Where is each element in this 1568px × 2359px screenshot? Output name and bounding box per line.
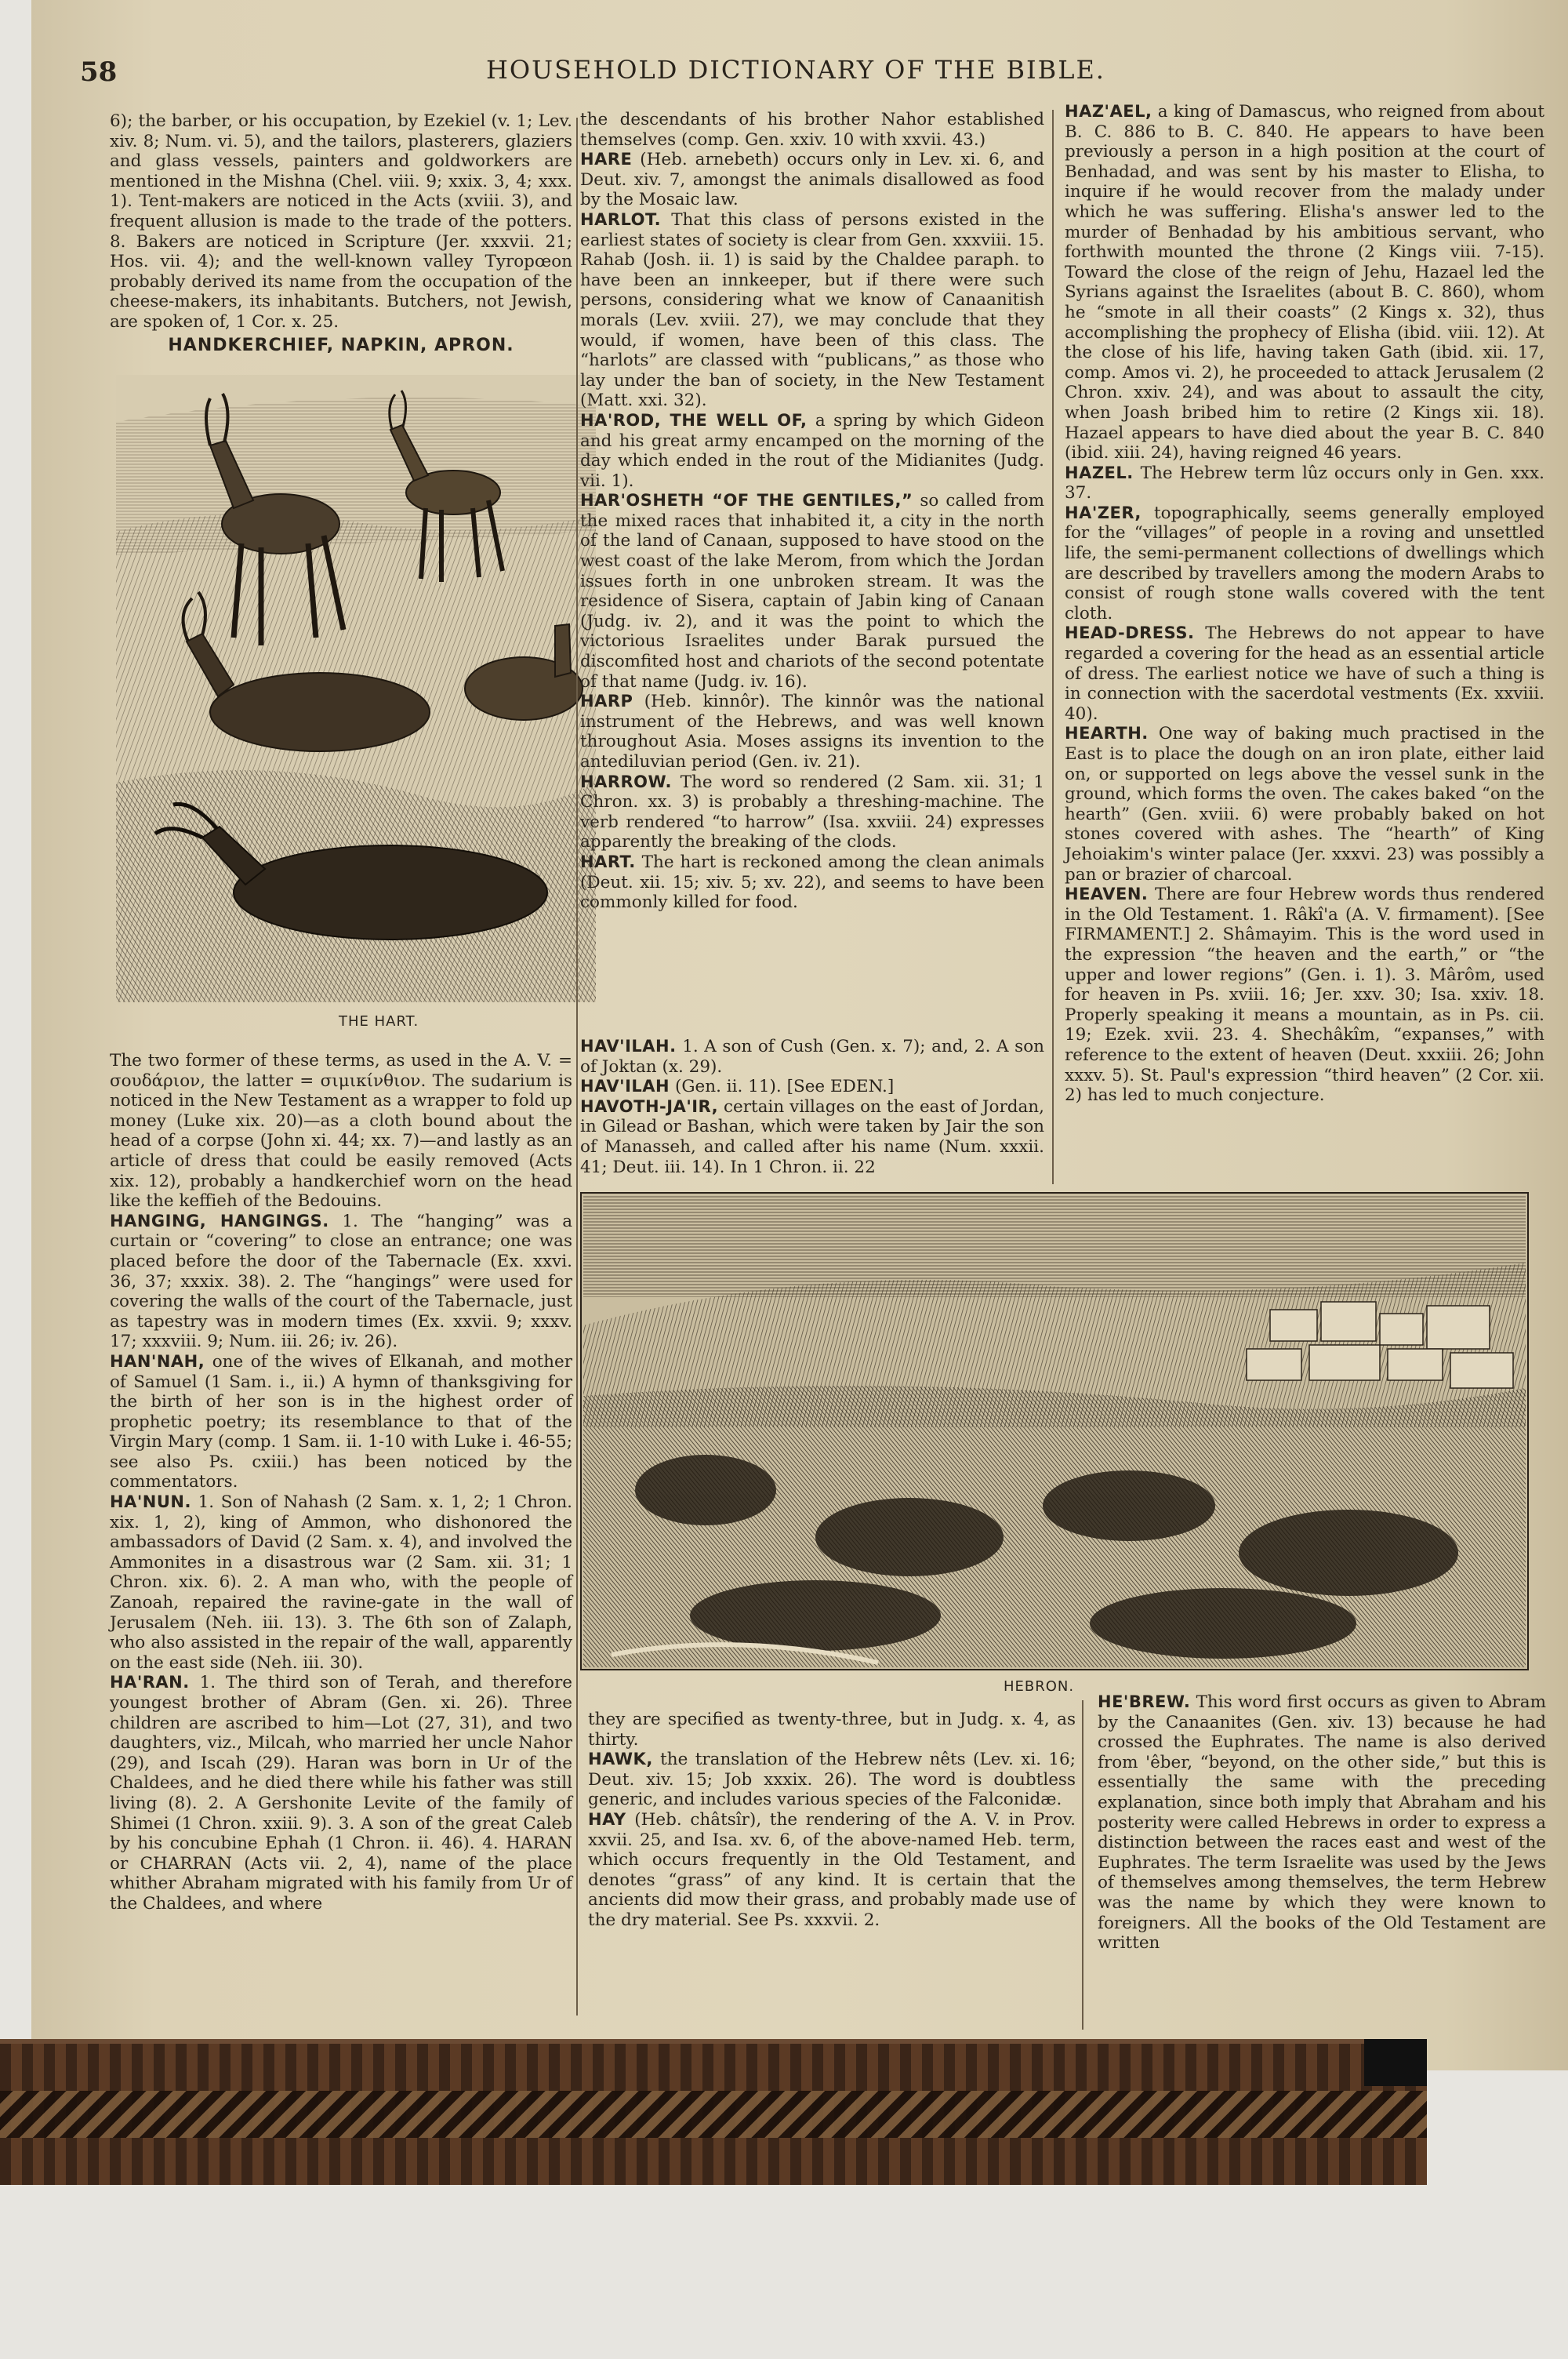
entry-hannah <box>110 1352 572 1492</box>
entry-hebrew <box>1098 1692 1546 1954</box>
hart-caption: THE HART. <box>339 1013 419 1030</box>
entry-hearth <box>1065 724 1544 885</box>
entry-hawk <box>588 1750 1076 1810</box>
entry-text: the descendants of his brother Nahor established themselves (comp. Gen. xxiv. 10 with xxvii. 43.) <box>580 110 1044 150</box>
entry-hazel <box>1065 463 1544 503</box>
entry-harlot <box>580 210 1044 411</box>
entry-text: 1. Son of Nahash (2 Sam. x. 1, 2; 1 Chron. xix. 1, 2), king of Ammon, who dishonored the ambassadors of David (2 Sam. x. 4), and involved the Ammonites in a disastrous war (2 Sam. xii. 31; 1 Chron. xix. 6). 2. A man who, with the people of Zanoah, repaired the ravine-gate in the wall of Jerusalem (Neh. iii. 13). 3. The 6th son of Zalaph, who also assisted in the repair of the wall, apparently on the east side (Neh. iii. 30). <box>110 1492 572 1673</box>
column-2-bottom <box>588 1710 1076 1931</box>
entry-harp <box>580 692 1044 772</box>
entry-text: That this class of persons existed in the earliest states of society is clear from Gen. xxxviii. 15. Rahab (Josh. ii. 1) is said by the Chaldee paraph. to have been an innkeeper, but if there were such persons, considering what we know of Canaanitish morals (Lev. xviii. 27), we may conclude that they would, if women, have been of this class. The “harlots” are classed with “publicans,” as those who lay under the ban of society, in the New Testament (Matt. xxi. 32). <box>580 209 1044 411</box>
column-1-top <box>110 111 572 355</box>
entry-headword: HEAD-DRESS. <box>1065 623 1195 643</box>
entry-head-dress <box>1065 623 1544 724</box>
entry-text: a spring by which Gideon and his great army encamped on the morning of the day which ended in the rout of the Midianites (Judg. vii. 1). <box>580 410 1044 491</box>
entry-hare <box>580 150 1044 210</box>
book-page <box>31 0 1568 2070</box>
entry-headword: HAZ'AEL, <box>1065 102 1152 121</box>
entry-text: the translation of the Hebrew nêts (Lev. xi. 16; Deut. xiv. 15; Job xxxix. 26). The word is doubtless generic, and includes various species of the Falconidæ. <box>588 1750 1076 1810</box>
entry-heaven <box>1065 885 1544 1106</box>
column-1-bottom <box>110 1051 572 1914</box>
entry-headword: HA'RAN. <box>110 1673 190 1692</box>
entry-text: (Heb. arnebeth) occurs only in Lev. xi. 6, and Deut. xiv. 7, amongst the animals disallowed as food by the Mosaic law. <box>580 150 1044 210</box>
entry-text: (Heb. kinnôr). The kinnôr was the national instrument of the Hebrews, and was well known throughout Asia. Moses assigns its invention to the antediluvian period (Gen. iv. 21). <box>580 692 1044 772</box>
entry-headword: HAWK, <box>588 1750 653 1769</box>
column-divider <box>1082 1700 1083 2030</box>
entry-text: The Hebrew term lûz occurs only in Gen. xxx. 37. <box>1065 463 1544 503</box>
column-3-bottom <box>1098 1692 1546 1954</box>
entry-text: The word so rendered (2 Sam. xii. 31; 1 Chron. xx. 3) is probably a threshing-machine. The verb rendered “to harrow” (Isa. xxviii. 24) expresses apparently the breaking of the clods. <box>580 772 1044 852</box>
entry-headword: HEARTH. <box>1065 724 1149 743</box>
entry-text: so called from the mixed races that inhabited it, a city in the north of the land of Canaan, supposed to have stood on the west coast of the lake Merom, from which the Jordan issues forth in one unbroken stream. It was the residence of Sisera, captain of Jabin king of Canaan (Judg. iv. 2), and it was the point to which the victorious Israelites under Barak pursued the discomfited host and chariots of the second potentate of that name (Judg. iv. 16). <box>580 491 1045 692</box>
entry-haran <box>110 1673 572 1914</box>
hart-engraving-image <box>116 375 596 1002</box>
column-3-top <box>1065 102 1544 1106</box>
entry-headword: HAR'OSHETH “OF THE GENTILES,” <box>580 491 913 511</box>
hebron-caption: HEBRON. <box>1004 1678 1075 1695</box>
entry-text: There are four Hebrew words thus rendered in the Old Testament. 1. Râkî'a (A. V. firmament). [See FIRMAMENT.] 2. Shâmayim. This is the word used in the expression “the heaven and the earth,” or “the upper and lower regions” (Gen. i. 1). 3. Mârôm, used for heaven in Ps. xviii. 16; Jer. xxv. 30; Isa. xxiv. 18. Properly speaking it means a mountain, as in Ps. cii. 19; Ezek. xvii. 23. 4. Shechâkîm, “expanses,” with reference to the extent of heaven (Deut. xxxiii. 26; John xxxv. 5). St. Paul's expression “third heaven” (2 Cor. xii. 2) has led to much conjecture. <box>1065 885 1544 1106</box>
paragraph: 6); the barber, or his occupation, by Ezekiel (v. 1; Lev. xiv. 8; Num. vi. 5), and the tailors, plasterers, glaziers and glass vessels, painters and goldworkers are mentioned in the Mishna (Chel. viii. 9; xxix. 3, 4; xxx. 1). Tent-makers are noticed in the Acts (xviii. 3), and frequent allusion is made to the trade of the potters. 8. Bakers are noticed in Scripture (Jer. xxxvii. 21; Hos. vii. 4); and the well-known valley Tyropœon probably derived its name from the occupation of the cheese-makers, its inhabitants. Butchers, not Jewish, are spoken of, 1 Cor. x. 25. <box>110 111 572 332</box>
entry-headword: HAY <box>588 1809 626 1829</box>
entry-text: they are specified as twenty-three, but in Judg. x. 4, as thirty. <box>588 1710 1076 1750</box>
paragraph <box>580 110 1044 150</box>
book-binding-edge <box>0 2039 1427 2185</box>
entry-hay <box>588 1810 1076 1931</box>
entry-text: one of the wives of Elkanah, and mother of Samuel (1 Sam. i., ii.) A hymn of thanksgiving for the birth of her son is in the highest order of prophetic poetry; its resemblance to that of the Virgin Mary (comp. 1 Sam. ii. 1-10 with Luke i. 46-55; see also Ps. cxiii.) has been noticed by the commentators. <box>110 1351 572 1492</box>
hebron-illustration <box>580 1192 1529 1670</box>
entry-hanging <box>110 1212 572 1352</box>
entry-headword: HA'ZER, <box>1065 503 1142 522</box>
entry-text: a king of Damascus, who reigned from about B. C. 886 to B. C. 840. He appears to have been previously a person in a high position at the court of Benhadad, and was sent by his master to Elisha, to inquire if he would recover from the malady under which he was suffering. Elisha's answer led to the murder of Benhadad by his ambitious servant, who forthwith mounted the throne (2 Kings viii. 7-15). Toward the close of the reign of Jehu, Hazael led the Syrians against the Israelites (about B. C. 860), whom he “smote in all their coasts” (2 Kings x. 32), thus accomplishing the prophecy of Elisha (ibid. viii. 12). At the close of his life, having taken Gath (ibid. xii. 17, comp. Amos vi. 2), he proceeded to attack Jerusalem (2 Chron. xxiv. 24), and was about to assault the city, when Joash bribed him to retire (2 Kings xii. 18). Hazael appears to have died about the year B. C. 840 (ibid. xiii. 24), having reigned 46 years. <box>1065 102 1545 463</box>
entry-headword: HANGING, HANGINGS. <box>110 1211 329 1230</box>
entry-headword: HA'NUN. <box>110 1492 191 1512</box>
entry-headword: HART. <box>580 852 636 871</box>
entry-text: (Heb. châtsîr), the rendering of the A. V. in Prov. xxvii. 25, and Isa. xv. 6, of the above-named Heb. term, which occurs frequently in the Old Testament, and denotes “grass” of any kind. It is certain that the ancients did mow their grass, and probably made use of the dry material. See Ps. xxxvii. 2. <box>588 1809 1076 1930</box>
entry-headword: HARE <box>580 150 633 169</box>
entry-text: 1. The third son of Terah, and therefore youngest brother of Abram (Gen. xi. 26). Three children are ascribed to him—Lot (27, 31), and two daughters, viz., Milcah, who married her uncle Nahor (29), and Iscah (29). Haran was born in Ur of the Chaldees, and he died there while his father was still living (8). 2. A Gershonite Levite of the family of Shimei (1 Chron. xxiii. 9). 3. A son of the great Caleb by his concubine Ephah (1 Chron. ii. 46). 4. HARAN or CHARRAN (Acts vii. 2, 4), name of the place whither Abraham migrated with his family from Ur of the Chaldees, and where <box>110 1673 572 1914</box>
entry-text: (Gen. ii. 11). [See EDEN.] <box>674 1077 895 1097</box>
entry-headword: HAN'NAH, <box>110 1351 205 1371</box>
entry-hart <box>580 852 1044 913</box>
entry-text: The Hebrews do not appear to have regarded a covering for the head as an essential article of dress. The earliest notice we have of such a thing is in connection with the sacerdotal vestments (Ex. xxviii. 40). <box>1065 623 1544 724</box>
paragraph <box>588 1710 1076 1750</box>
entry-hanun <box>110 1492 572 1673</box>
entry-headword: HARLOT. <box>580 209 662 229</box>
entry-headword: HAZEL. <box>1065 463 1134 482</box>
column-2-top <box>580 110 1044 913</box>
entry-headword: HE'BREW. <box>1098 1692 1191 1711</box>
entry-headword: HAV'ILAH <box>580 1077 670 1096</box>
entry-havilah-1 <box>580 1037 1044 1077</box>
entry-text: 1. The “hanging” was a curtain or “covering” to close an entrance; one was placed before the door of the Tabernacle (Ex. xxvi. 36, 37; xxxix. 38). 2. The “hangings” were used for covering the walls of the court of the Tabernacle, just as tapestry was in modern times (Ex. xxvii. 9; xxxv. 17; xxxviii. 9; Num. iii. 26; iv. 26). <box>110 1211 573 1352</box>
entry-havilah-2 <box>580 1077 1044 1097</box>
column-divider <box>576 118 578 2016</box>
entry-text: The hart is reckoned among the clean animals (Deut. xii. 15; xiv. 5; xv. 22), and seems to have been commonly killed for food. <box>580 852 1044 913</box>
entry-headword: HA'ROD, THE WELL OF, <box>580 410 808 430</box>
entry-harrow <box>580 772 1044 852</box>
entry-text: The two former of these terms, as used in the A. V. = σουδάριον, the latter = σιμικίνθιον. The sudarium is noticed in the New Testament as a wrapper to fold up money (Luke xix. 20)—as a cloth bound about the head of a corpse (John xi. 44; xx. 7)—and lastly as an article of dress that could be easily removed (Acts xix. 12), probably a handkerchief worn on the head like the keffieh of the Bedouins. <box>110 1051 572 1212</box>
hart-illustration <box>116 375 596 1002</box>
entry-headword-handkerchief: HANDKERCHIEF, NAPKIN, APRON. <box>168 335 514 355</box>
entry-headword: HEAVEN. <box>1065 885 1149 904</box>
entry-headword: HARROW. <box>580 772 672 791</box>
entry-havoth-jair <box>580 1097 1044 1177</box>
entry-text: 1. A son of Cush (Gen. x. 7); and, 2. A son of Joktan (x. 29). <box>580 1037 1044 1077</box>
entry-hazer <box>1065 503 1544 624</box>
entry-harod <box>580 411 1044 491</box>
column-2-middle <box>580 1037 1044 1177</box>
entry-headword: HAV'ILAH. <box>580 1037 677 1056</box>
entry-harosheth <box>580 491 1044 692</box>
page-number: 58 <box>80 56 118 88</box>
running-head: HOUSEHOLD DICTIONARY OF THE BIBLE. <box>486 55 1105 85</box>
entry-text: certain villages on the east of Jordan, in Gilead or Bashan, which were taken by Jair the son of Manasseh, and called after his name (Num. xxxii. 41; Deut. iii. 14). In 1 Chron. ii. 22 <box>580 1096 1044 1177</box>
entry-text: topographically, seems generally employed for the “villages” of people in a roving and unsettled life, the semi-permanent collections of dwellings which are described by travellers among the modern Arabs to consist of rough stone walls covered with the tent cloth. <box>1065 503 1544 623</box>
binding-corner <box>1364 2039 1427 2086</box>
column-divider <box>1052 110 1054 1184</box>
entry-hazael <box>1065 102 1544 463</box>
entry-headword: HAVOTH-JA'IR, <box>580 1096 719 1116</box>
entry-headword: HARP <box>580 692 633 711</box>
entry-text: One way of baking much practised in the East is to place the dough on an iron plate, either laid on, or supported on legs above the vessel sunk in the ground, which forms the oven. The cakes baked “on the hearth” (Gen. xviii. 6) were probably baked on hot stones covered with ashes. The “hearth” of King Jehoiakim's winter palace (Jer. xxxvi. 23) was possibly a pan or brazier of charcoal. <box>1065 724 1544 885</box>
entry-text: This word first occurs as given to Abram by the Canaanites (Gen. xiv. 13) because he had crossed the Euphrates. The name is also derived from 'êber, “beyond, on the other side,” but this is essentially the same with the preceding explanation, since both imply that Abraham and his posterity were called Hebrews in order to express a distinction between the races east and west of the Euphrates. The term Israelite was used by the Jews of themselves among themselves, the term Hebrew was the name by which they were known to foreigners. All the books of the Old Testament are written <box>1098 1692 1546 1954</box>
hebron-engraving-image <box>580 1192 1529 1670</box>
paragraph <box>110 1051 572 1212</box>
